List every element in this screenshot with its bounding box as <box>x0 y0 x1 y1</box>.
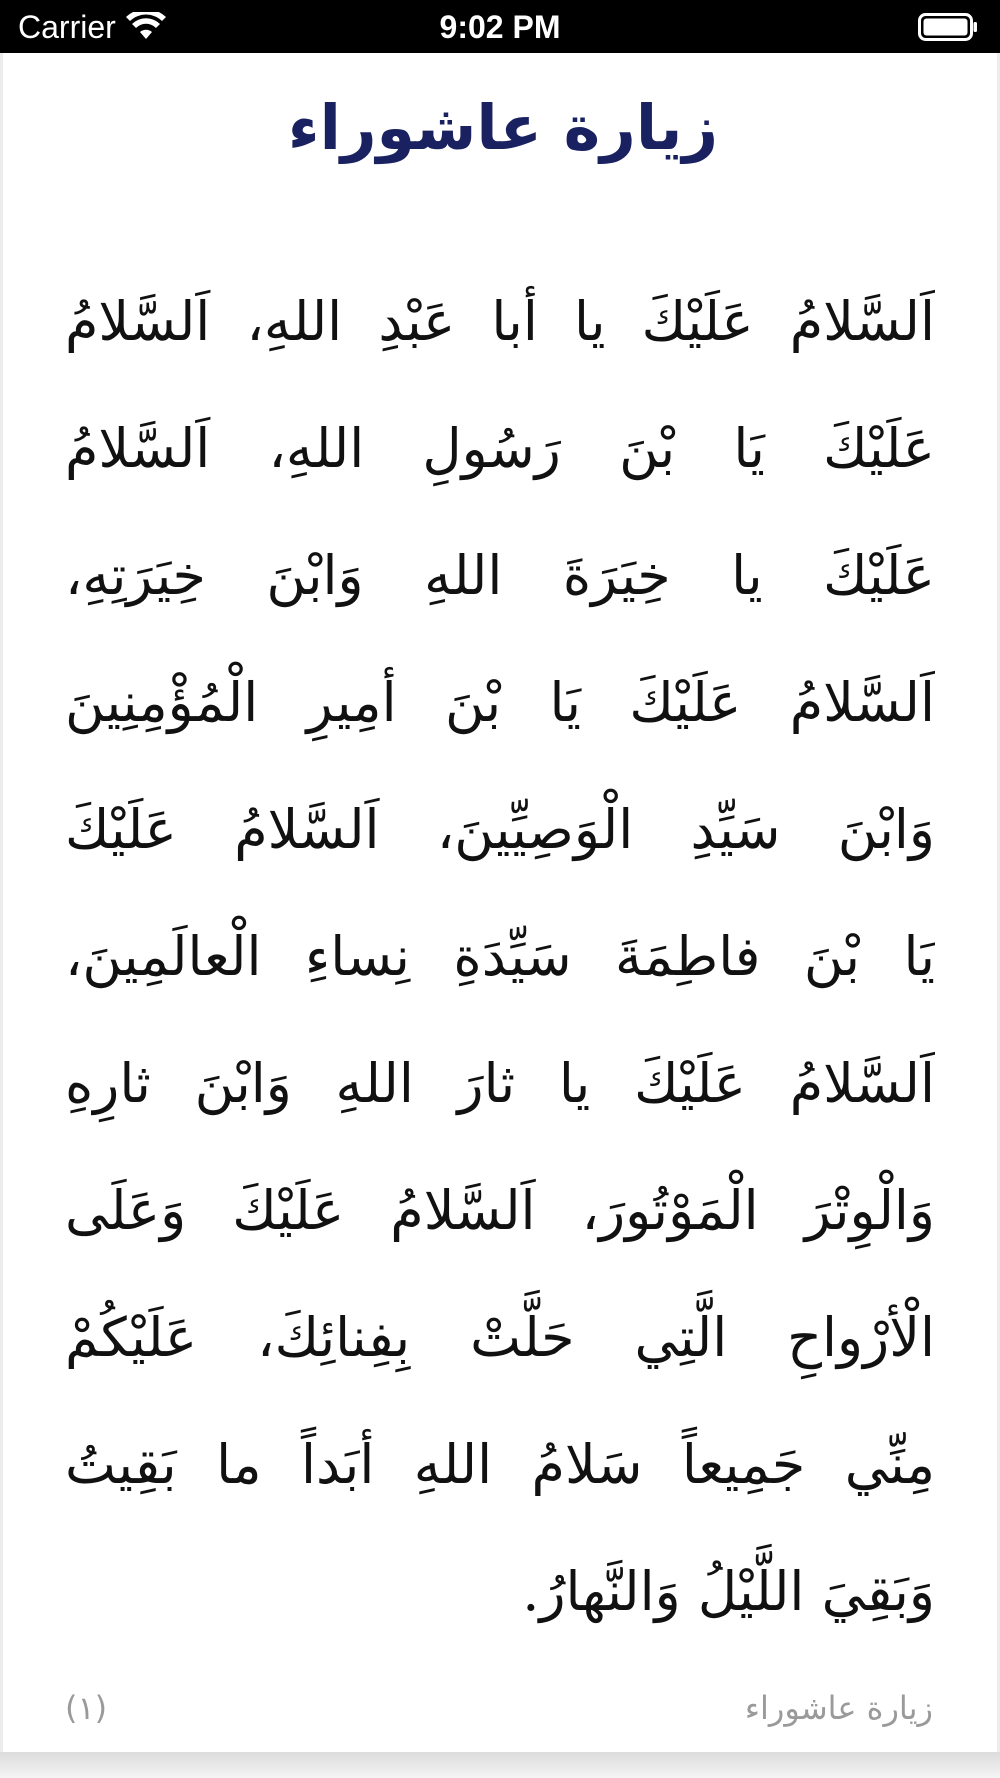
page-footer <box>3 1675 1000 1745</box>
page-title: زيارة عاشوراء <box>287 91 719 164</box>
verse-line: مِنِّي جَمِيعاً سَلامُ اللهِ أبَداً ما بَقِيتُ <box>65 1433 935 1496</box>
verse-line: الْأرْواحِ الَّتِي حَلَّتْ بِفِنائِكَ، عَلَيْكُمْ <box>65 1306 935 1369</box>
page-divider <box>0 1752 1000 1778</box>
verse-line: يَا بْنَ فاطِمَةَ سَيِّدَةِ نِساءِ الْعالَمِينَ، <box>65 925 935 988</box>
verse-line: اَلسَّلامُ عَلَيْكَ يَا بْنَ أمِيرِ الْمُؤْمِنِينَ <box>65 671 935 734</box>
carrier-label: Carrier <box>18 9 116 45</box>
verse-text <box>65 258 935 1655</box>
verse-line: عَلَيْكَ يا خِيَرَةَ اللهِ وَابْنَ خِيَرَتِهِ، <box>65 544 935 607</box>
verse-line: وَالْوِتْرَ الْمَوْتُورَ، اَلسَّلامُ عَلَيْكَ وَعَلَى <box>65 1179 935 1242</box>
page-number: (١) <box>65 1689 108 1727</box>
book-page[interactable] <box>0 53 1000 1753</box>
verse-line: اَلسَّلامُ عَلَيْكَ يا ثارَ اللهِ وَابْنَ ثارِهِ <box>65 1052 935 1115</box>
footer-title: زيارة عاشوراء <box>744 1689 933 1727</box>
verse-line: عَلَيْكَ يَا بْنَ رَسُولِ اللهِ، اَلسَّلامُ <box>65 417 935 480</box>
status-time: 9:02 PM <box>439 9 561 45</box>
verse-line: وَابْنَ سَيِّدِ الْوَصِيِّينَ، اَلسَّلامُ عَلَيْكَ <box>65 798 935 861</box>
battery-icon <box>918 13 978 41</box>
status-bar <box>0 0 1000 53</box>
verse-line: وَبَقِيَ اللَّيْلُ وَالنَّهارُ. <box>522 1560 935 1623</box>
verse-line: اَلسَّلامُ عَلَيْكَ يا أبا عَبْدِ اللهِ، اَلسَّلامُ <box>65 290 935 353</box>
